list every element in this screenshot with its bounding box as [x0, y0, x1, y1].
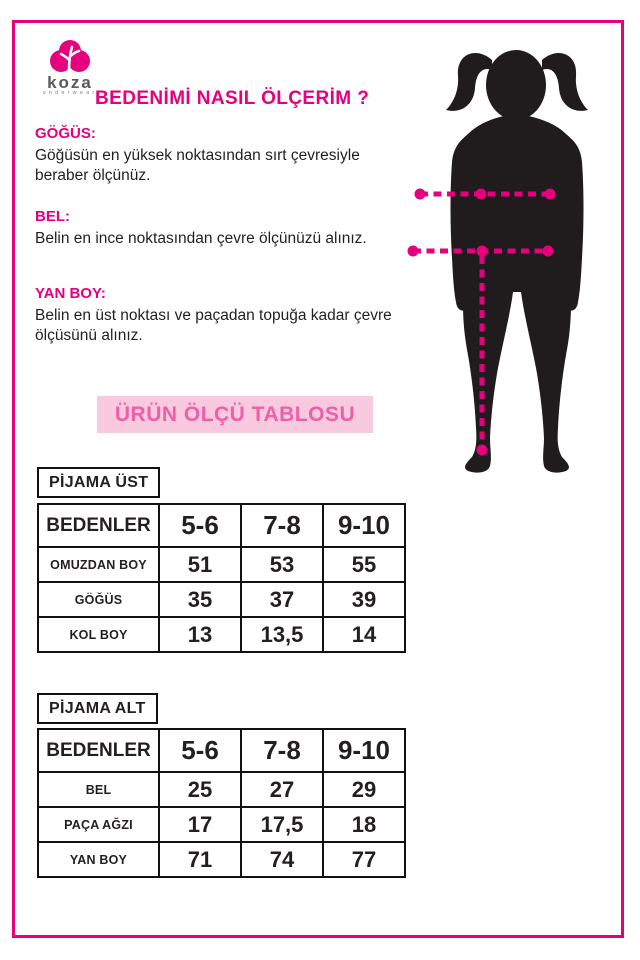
logo-sub-text: underwear [42, 90, 98, 96]
section-chest [35, 125, 400, 186]
section-waist-body: Belin en ince noktasından çevre ölçünüzü alınız. [35, 230, 367, 247]
value-cell: 77 [323, 842, 405, 877]
row-label-cell: PAÇA AĞZI [38, 807, 159, 842]
logo-brand-text: koza [47, 73, 93, 92]
measurement-figure [400, 30, 630, 485]
value-cell: 74 [241, 842, 323, 877]
header-cell: 5-6 [159, 504, 241, 547]
value-cell: 25 [159, 772, 241, 807]
section-side-length-title: YAN BOY: [35, 285, 106, 302]
value-cell: 39 [323, 582, 405, 617]
value-cell: 17,5 [241, 807, 323, 842]
value-cell: 29 [323, 772, 405, 807]
value-cell: 14 [323, 617, 405, 652]
table-header-row [38, 729, 405, 772]
section-waist [35, 208, 400, 249]
table-row [38, 772, 405, 807]
section-waist-title: BEL: [35, 208, 70, 225]
koza-trefoil-icon [48, 40, 92, 76]
section-side-length-body: Belin en üst noktası ve paçadan topuğa kadar çevre ölçüsünü alınız. [35, 307, 392, 344]
value-cell: 17 [159, 807, 241, 842]
value-cell: 37 [241, 582, 323, 617]
table-row [38, 547, 405, 582]
header-cell: BEDENLER [38, 504, 159, 547]
value-cell: 13,5 [241, 617, 323, 652]
table-row [38, 617, 405, 652]
section-side-length [35, 285, 400, 346]
value-cell: 18 [323, 807, 405, 842]
row-label-cell: KOL BOY [38, 617, 159, 652]
section-chest-body: Göğüsün en yüksek noktasından sırt çevresiyle beraber ölçünüz. [35, 147, 360, 184]
row-label-cell: YAN BOY [38, 842, 159, 877]
value-cell: 71 [159, 842, 241, 877]
header-cell: 5-6 [159, 729, 241, 772]
page-title: BEDENİMİ NASIL ÖLÇERİM ? [95, 88, 370, 109]
value-cell: 35 [159, 582, 241, 617]
value-cell: 53 [241, 547, 323, 582]
value-cell: 51 [159, 547, 241, 582]
value-cell: 55 [323, 547, 405, 582]
header-cell: 7-8 [241, 504, 323, 547]
girl-silhouette [446, 50, 588, 473]
table-row [38, 807, 405, 842]
value-cell: 27 [241, 772, 323, 807]
size-table-pijama-alt [37, 728, 406, 878]
section-chest-title: GÖĞÜS: [35, 125, 96, 142]
table-header-row [38, 504, 405, 547]
header-cell: 7-8 [241, 729, 323, 772]
header-cell: 9-10 [323, 729, 405, 772]
header-cell: BEDENLER [38, 729, 159, 772]
row-label-cell: OMUZDAN BOY [38, 547, 159, 582]
row-label-cell: GÖĞÜS [38, 582, 159, 617]
row-label-cell: BEL [38, 772, 159, 807]
table-title-pijama-ust: PİJAMA ÜST [37, 467, 160, 498]
table-row [38, 582, 405, 617]
table-title-pijama-alt: PİJAMA ALT [37, 693, 158, 724]
table-row [38, 842, 405, 877]
header-cell: 9-10 [323, 504, 405, 547]
size-table-banner: ÜRÜN ÖLÇÜ TABLOSU [97, 396, 373, 433]
size-table-pijama-ust [37, 503, 406, 653]
value-cell: 13 [159, 617, 241, 652]
